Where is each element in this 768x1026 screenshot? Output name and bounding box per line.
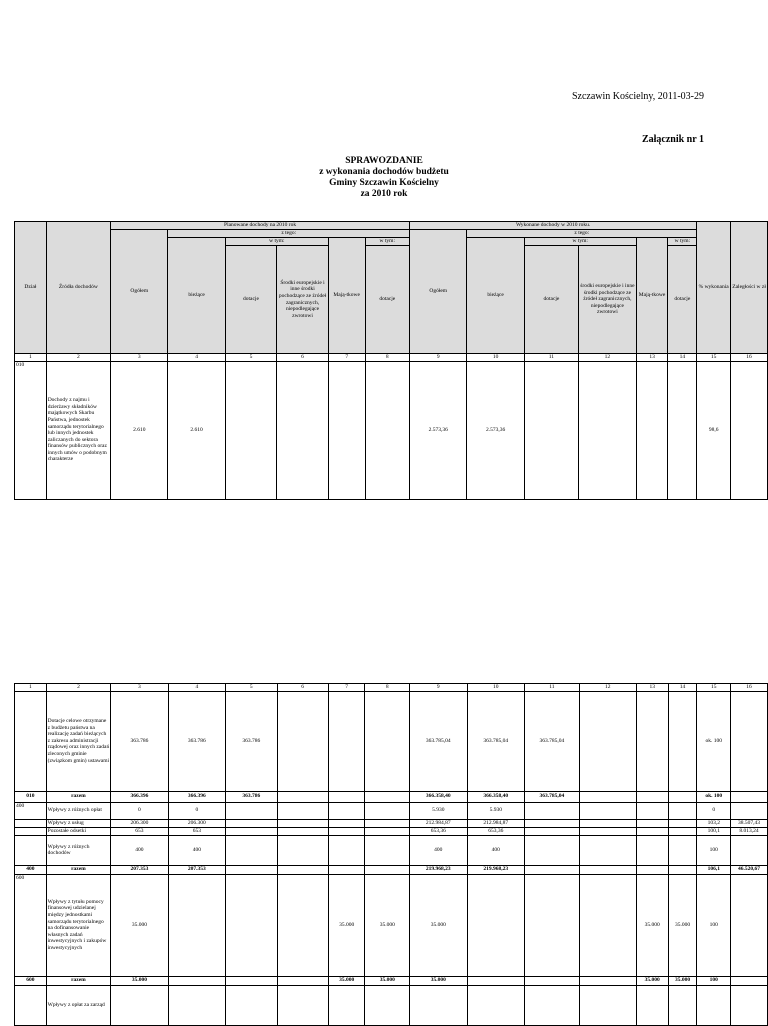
table-cell: 103,2 bbox=[697, 819, 731, 827]
table-cell: 363.786 bbox=[226, 691, 278, 791]
table-cell: 8.013,24 bbox=[731, 827, 768, 835]
column-number: 5 bbox=[226, 684, 278, 692]
executed-subsidies-header: dotacje bbox=[524, 246, 578, 354]
table-cell bbox=[15, 691, 47, 791]
table-cell: 366.396 bbox=[111, 791, 168, 802]
table-cell: 212.984,87 bbox=[410, 819, 468, 827]
planned-incl2-header: w tym: bbox=[365, 238, 410, 246]
table-cell bbox=[579, 865, 636, 874]
table-cell: 366.396 bbox=[168, 791, 225, 802]
planned-current-header: bieżące bbox=[168, 238, 225, 354]
table-cell: 363.785,04 bbox=[410, 691, 468, 791]
table-cell bbox=[668, 985, 697, 1025]
table-row bbox=[15, 865, 768, 874]
column-number: 10 bbox=[467, 354, 524, 362]
table-cell bbox=[731, 361, 768, 499]
planned-total-header: Ogółem bbox=[111, 230, 168, 354]
table-cell bbox=[328, 819, 365, 827]
table-cell: 206.300 bbox=[168, 819, 225, 827]
table-cell bbox=[467, 874, 525, 976]
table-cell: 400 bbox=[168, 835, 225, 865]
table-cell bbox=[731, 802, 768, 819]
table-cell bbox=[668, 791, 697, 802]
column-number: 9 bbox=[410, 684, 468, 692]
table-cell bbox=[731, 874, 768, 976]
table-cell bbox=[636, 791, 668, 802]
table-cell bbox=[579, 819, 636, 827]
table-cell: 100 bbox=[697, 835, 731, 865]
table-cell bbox=[636, 802, 668, 819]
table-cell bbox=[328, 802, 365, 819]
table-row bbox=[15, 819, 768, 827]
table-cell bbox=[668, 691, 697, 791]
table-cell bbox=[277, 361, 329, 499]
table-cell bbox=[168, 985, 225, 1025]
table-cell bbox=[277, 819, 328, 827]
column-number: 4 bbox=[168, 354, 225, 362]
table-cell bbox=[277, 874, 328, 976]
table-cell bbox=[226, 827, 278, 835]
table-cell: 38.507,43 bbox=[731, 819, 768, 827]
column-number: 12 bbox=[579, 684, 636, 692]
column-number: 11 bbox=[525, 684, 580, 692]
planned-asset-subsidies-header: dotacje bbox=[365, 246, 410, 354]
table-cell bbox=[226, 802, 278, 819]
table-cell bbox=[225, 361, 276, 499]
column-number: 2 bbox=[46, 354, 110, 362]
table-cell: 363.785,04 bbox=[525, 691, 580, 791]
income-table-page-2 bbox=[14, 683, 768, 1026]
table-cell bbox=[579, 835, 636, 865]
table-cell: 35.000 bbox=[668, 976, 697, 985]
table-cell bbox=[668, 865, 697, 874]
table-cell bbox=[668, 827, 697, 835]
table-cell: 400 bbox=[15, 865, 47, 874]
table-cell bbox=[15, 827, 47, 835]
income-table-page-1 bbox=[14, 221, 768, 500]
table-cell: 2.610 bbox=[111, 361, 168, 499]
table-row bbox=[15, 985, 768, 1025]
table-cell bbox=[226, 874, 278, 976]
table-cell bbox=[328, 791, 365, 802]
table-cell bbox=[525, 976, 580, 985]
table-cell bbox=[579, 691, 636, 791]
table-cell bbox=[277, 691, 328, 791]
table-cell: Wpływy z różnych opłat bbox=[46, 802, 111, 819]
column-number: 3 bbox=[111, 684, 168, 692]
table-cell: 400 bbox=[410, 835, 468, 865]
title-line: Gminy Szczawin Kościelny bbox=[329, 178, 439, 188]
column-number: 16 bbox=[731, 684, 768, 692]
table-cell bbox=[525, 802, 580, 819]
table-cell: 363.785,04 bbox=[467, 691, 525, 791]
table-cell: 35.000 bbox=[636, 976, 668, 985]
column-number: 8 bbox=[365, 684, 410, 692]
table-cell: 363.786 bbox=[226, 791, 278, 802]
table-cell bbox=[579, 802, 636, 819]
table-cell bbox=[731, 976, 768, 985]
table-cell bbox=[365, 819, 410, 827]
table-cell: 0 bbox=[697, 802, 731, 819]
column-number: 15 bbox=[697, 354, 731, 362]
table-cell: 100 bbox=[697, 976, 731, 985]
planned-eu-funds-header: Środki europejskie i inne środki pochodzące ze źródeł zagranicznych, niepodlegające zwrotowi bbox=[277, 246, 329, 354]
table-cell bbox=[636, 827, 668, 835]
table-row bbox=[15, 802, 768, 819]
table-row bbox=[15, 874, 768, 976]
column-number-row bbox=[15, 354, 768, 362]
table-cell: 2.573,36 bbox=[410, 361, 467, 499]
table-cell bbox=[15, 819, 47, 827]
column-number: 10 bbox=[467, 684, 525, 692]
table-cell bbox=[467, 976, 525, 985]
table-cell: 366.358,40 bbox=[410, 791, 468, 802]
table-cell: 106,1 bbox=[697, 865, 731, 874]
table-cell bbox=[365, 361, 410, 499]
table-cell bbox=[365, 835, 410, 865]
table-cell: Wpływy z usług bbox=[46, 819, 111, 827]
table-cell: 653,36 bbox=[467, 827, 525, 835]
column-number: 12 bbox=[579, 354, 637, 362]
executed-header: Wykonane dochody w 2010 roku. bbox=[410, 222, 697, 230]
col-arrears-header: Zaległości w zł bbox=[731, 222, 768, 354]
table-cell bbox=[328, 835, 365, 865]
table-cell: 2.610 bbox=[168, 361, 225, 499]
column-number: 13 bbox=[636, 684, 668, 692]
table-cell: Pozostałe odsetki bbox=[46, 827, 111, 835]
table-cell bbox=[697, 985, 731, 1025]
table-cell: 600 bbox=[15, 976, 47, 985]
table-cell bbox=[525, 865, 580, 874]
table-row bbox=[15, 976, 768, 985]
table-cell bbox=[668, 802, 697, 819]
table-cell bbox=[365, 865, 410, 874]
column-number: 16 bbox=[731, 354, 768, 362]
column-number: 3 bbox=[111, 354, 168, 362]
table-cell bbox=[277, 985, 328, 1025]
planned-header: Planowane dochody na 2010 rok bbox=[111, 222, 410, 230]
table-cell: razem bbox=[46, 791, 111, 802]
table-cell: 98,6 bbox=[697, 361, 731, 499]
table-cell bbox=[668, 835, 697, 865]
column-number: 6 bbox=[277, 684, 328, 692]
attachment-label: Załącznik nr 1 bbox=[641, 134, 704, 145]
table-cell: 35.000 bbox=[668, 874, 697, 976]
title-line: SPRAWOZDANIE bbox=[345, 156, 423, 166]
table-cell bbox=[524, 361, 578, 499]
table-cell bbox=[636, 985, 668, 1025]
table-cell bbox=[277, 827, 328, 835]
column-number: 2 bbox=[46, 684, 111, 692]
table-cell bbox=[668, 361, 697, 499]
table-cell bbox=[579, 874, 636, 976]
table-cell: Wpływy z różnych dochodów bbox=[46, 835, 111, 865]
table-cell bbox=[525, 827, 580, 835]
table-cell bbox=[226, 865, 278, 874]
column-number: 9 bbox=[410, 354, 467, 362]
table-cell: 2.573,36 bbox=[467, 361, 524, 499]
table-cell: 0 bbox=[168, 802, 225, 819]
table-cell: 35.000 bbox=[365, 874, 410, 976]
executed-incl-header: w tym: bbox=[524, 238, 636, 246]
table-cell bbox=[525, 835, 580, 865]
col-source-header: Źródła dochodów bbox=[46, 222, 110, 354]
executed-total-header: Ogółem bbox=[410, 230, 467, 354]
column-number: 14 bbox=[668, 684, 697, 692]
table-cell: 653 bbox=[168, 827, 225, 835]
table-cell bbox=[277, 976, 328, 985]
table-cell bbox=[668, 819, 697, 827]
table-cell bbox=[277, 835, 328, 865]
table-cell bbox=[365, 985, 410, 1025]
table-cell bbox=[636, 835, 668, 865]
table-cell: 363.786 bbox=[168, 691, 225, 791]
table-cell bbox=[328, 827, 365, 835]
table-row bbox=[15, 691, 768, 791]
table-cell: 207.353 bbox=[168, 865, 225, 874]
executed-current-header: bieżące bbox=[467, 238, 524, 354]
column-number: 8 bbox=[365, 354, 410, 362]
table-cell: 100 bbox=[697, 874, 731, 976]
table-cell bbox=[365, 827, 410, 835]
table-cell bbox=[15, 835, 47, 865]
executed-incl2-header: w tym: bbox=[668, 238, 697, 246]
table-cell bbox=[636, 691, 668, 791]
table-cell: 600 bbox=[15, 874, 47, 976]
table-cell bbox=[731, 985, 768, 1025]
table-cell: ok. 100 bbox=[697, 791, 731, 802]
table-cell bbox=[15, 985, 47, 1025]
table-cell: 35.000 bbox=[111, 976, 168, 985]
table-cell bbox=[226, 976, 278, 985]
table-row bbox=[15, 791, 768, 802]
table-cell bbox=[731, 691, 768, 791]
table-cell bbox=[328, 691, 365, 791]
table-row bbox=[15, 827, 768, 835]
table-cell bbox=[579, 985, 636, 1025]
table-cell: Dotacje celowe otrzymane z budżetu państwa na realizację zadań bieżących z zakresu administracji rządowej oraz innych zadań zleconych gminie (związkom gmin) ustawami bbox=[46, 691, 111, 791]
table-cell bbox=[111, 985, 168, 1025]
table-cell: 35.000 bbox=[328, 874, 365, 976]
table-cell bbox=[226, 985, 278, 1025]
table-cell bbox=[365, 802, 410, 819]
table-cell bbox=[636, 819, 668, 827]
table-cell: 400 bbox=[15, 802, 47, 819]
table-cell: 400 bbox=[467, 835, 525, 865]
table-cell: 35.000 bbox=[111, 874, 168, 976]
table-cell: 363.786 bbox=[111, 691, 168, 791]
table-cell: 653,36 bbox=[410, 827, 468, 835]
column-number: 7 bbox=[328, 354, 365, 362]
table-cell bbox=[226, 835, 278, 865]
table-row bbox=[15, 835, 768, 865]
column-number: 11 bbox=[524, 354, 578, 362]
table-row bbox=[15, 361, 768, 499]
table-cell: 35.000 bbox=[410, 874, 468, 976]
planned-subsidies-header: dotacje bbox=[225, 246, 276, 354]
table-cell: 219.968,23 bbox=[410, 865, 468, 874]
table-cell bbox=[525, 874, 580, 976]
table-cell: Wpływy z opłat za zarząd bbox=[46, 985, 111, 1025]
table-cell: 366.358,40 bbox=[467, 791, 525, 802]
table-cell bbox=[365, 691, 410, 791]
title-line: z wykonania dochodów budżetu bbox=[319, 167, 449, 177]
table-cell bbox=[579, 976, 636, 985]
executed-subheader: z tego: bbox=[467, 230, 697, 238]
table-cell: 219.968,23 bbox=[467, 865, 525, 874]
table-cell: 206.300 bbox=[111, 819, 168, 827]
table-cell bbox=[525, 819, 580, 827]
table-cell: 363.785,04 bbox=[525, 791, 580, 802]
table-cell: 400 bbox=[111, 835, 168, 865]
table-cell bbox=[168, 874, 225, 976]
executed-eu-funds-header: środki europejskie i inne środki pochodzące ze źródeł zagranicznych, niepodlegające zwrotowi bbox=[579, 246, 637, 354]
table-cell: Dochody z najmu i dzierżawy składników majątkowych Skarbu Państwa, jednostek samorządu terytorialnego lub innych jednostek zaliczanych do sektora finansów publicznych oraz innych umów o podobnym charakterze bbox=[46, 361, 110, 499]
table-cell bbox=[226, 819, 278, 827]
column-number: 6 bbox=[277, 354, 329, 362]
col-percent-header: % wykonania bbox=[697, 222, 731, 354]
col-dzial-header: Dział bbox=[15, 222, 47, 354]
table-cell bbox=[168, 976, 225, 985]
title-line: za 2010 rok bbox=[360, 189, 408, 199]
table-cell: 35.000 bbox=[636, 874, 668, 976]
report-title bbox=[0, 156, 768, 200]
table-cell bbox=[328, 865, 365, 874]
column-number: 7 bbox=[328, 684, 365, 692]
table-cell: 010 bbox=[15, 791, 47, 802]
table-cell: 212.984,87 bbox=[467, 819, 525, 827]
column-number: 1 bbox=[15, 684, 47, 692]
table-cell bbox=[579, 361, 637, 499]
table-cell bbox=[410, 985, 468, 1025]
table-cell bbox=[731, 791, 768, 802]
table-cell: 010 bbox=[15, 361, 47, 499]
planned-incl-header: w tym: bbox=[225, 238, 328, 246]
table-cell: razem bbox=[46, 976, 111, 985]
column-number: 14 bbox=[668, 354, 697, 362]
column-number: 15 bbox=[697, 684, 731, 692]
table-cell: razem bbox=[46, 865, 111, 874]
column-number: 1 bbox=[15, 354, 47, 362]
table-cell: 35.000 bbox=[410, 976, 468, 985]
table-cell bbox=[277, 865, 328, 874]
table-cell: 5.930 bbox=[410, 802, 468, 819]
planned-subheader: z tego: bbox=[168, 230, 410, 238]
table-cell bbox=[328, 985, 365, 1025]
table-cell bbox=[636, 361, 668, 499]
table-cell: 35.000 bbox=[365, 976, 410, 985]
table-cell bbox=[579, 791, 636, 802]
table-cell bbox=[328, 361, 365, 499]
place-date: Szczawin Kościelny, 2011-03-29 bbox=[571, 91, 704, 102]
column-number: 13 bbox=[636, 354, 668, 362]
table-cell: ok. 100 bbox=[697, 691, 731, 791]
table-cell bbox=[277, 791, 328, 802]
table-cell: 35.000 bbox=[328, 976, 365, 985]
table-cell: 100,1 bbox=[697, 827, 731, 835]
column-number: 5 bbox=[225, 354, 276, 362]
table-cell bbox=[467, 985, 525, 1025]
table-cell: Wpływy z tytułu pomocy finansowej udzielanej między jednostkami samorządu terytorialnego na dofinansowanie własnych zadań inwestycyjnych i zakupów inwestycyjnych bbox=[46, 874, 111, 976]
table-cell: 46.520,67 bbox=[731, 865, 768, 874]
column-number: 4 bbox=[168, 684, 225, 692]
table-cell: 653 bbox=[111, 827, 168, 835]
table-cell: 0 bbox=[111, 802, 168, 819]
table-cell bbox=[579, 827, 636, 835]
executed-asset-subsidies-header: dotacje bbox=[668, 246, 697, 354]
column-number-row bbox=[15, 684, 768, 692]
table-cell bbox=[731, 835, 768, 865]
table-cell bbox=[525, 985, 580, 1025]
table-cell bbox=[277, 802, 328, 819]
table-cell: 207.353 bbox=[111, 865, 168, 874]
table-cell: 5.930 bbox=[467, 802, 525, 819]
table-cell bbox=[365, 791, 410, 802]
table-cell bbox=[636, 865, 668, 874]
planned-assets-header: Mają-tkowe bbox=[328, 238, 365, 354]
executed-assets-header: Mają-tkowe bbox=[636, 238, 668, 354]
